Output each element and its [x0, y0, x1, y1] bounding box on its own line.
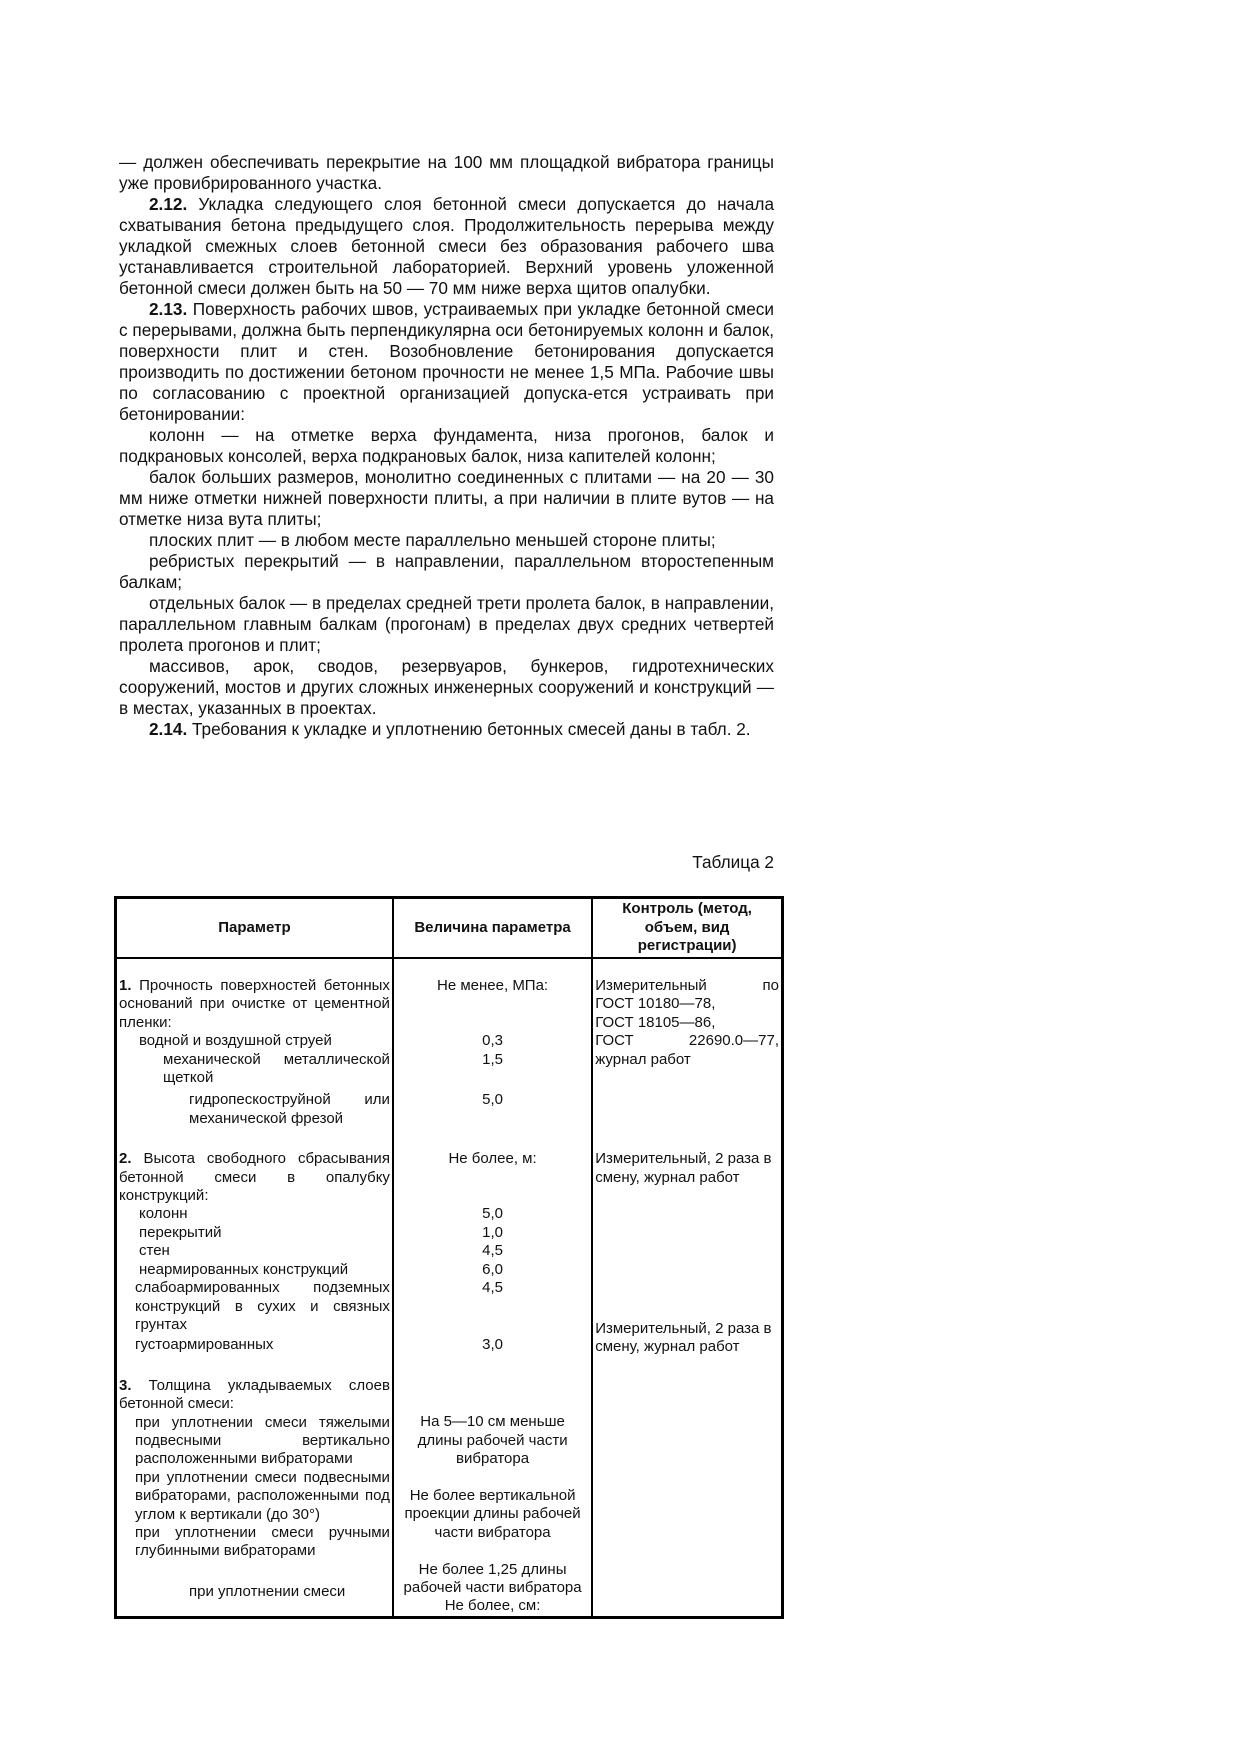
control-line: ГОСТ 10180—78,	[595, 995, 716, 1013]
sub-item: неармированных конструкций	[139, 1260, 349, 1278]
control-text: Измерительный, 2 раза в смену, журнал работ	[595, 1150, 772, 1186]
sub-item: слабоармированных подземных конструкций в сухих и связных грунтах	[135, 1279, 390, 1333]
sub-item: водной и воздушной струей	[139, 1032, 332, 1050]
value: Не более вертикальной проекции длины рабочей части вибратора	[404, 1486, 581, 1541]
row-number: 2.	[119, 1150, 132, 1168]
clause-text: Требования к укладке и уплотнению бетонных смесей даны в табл. 2.	[187, 719, 751, 739]
value: 0,3	[482, 1032, 503, 1050]
value: 5,0	[482, 1205, 503, 1223]
paragraph: балок больших размеров, монолитно соединенных с плитами — на 20 — 30 мм ниже отметки нижней поверхности плиты, а при наличии в плите вутов — на отметке низа вута плиты;	[119, 467, 774, 529]
sub-item: перекрытий	[139, 1223, 222, 1241]
table-caption: Таблица 2	[692, 852, 774, 872]
table-row	[116, 958, 783, 1617]
sub-item: при уплотнении смеси тяжелыми подвесными вертикально расположенными вибраторами	[135, 1413, 390, 1468]
paragraph: плоских плит — в любом месте параллельно меньшей стороне плиты;	[149, 530, 716, 550]
control-line: журнал работ	[595, 1050, 691, 1068]
header-value: Величина параметра	[393, 898, 592, 959]
value: Не более, см:	[444, 1597, 541, 1615]
row-number: 1.	[119, 977, 132, 994]
paragraph: массивов, арок, сводов, резервуаров, бункеров, гидротехнических сооружений, мостов и других сложных инженерных сооружений и конструкций — в местах, указанных в проектах.	[119, 656, 774, 718]
sub-item: при уплотнении смеси	[189, 1582, 346, 1600]
paragraph: — должен обеспечивать перекрытие на 100 мм площадкой вибратора границы уже провибрированного участка.	[119, 152, 774, 193]
paragraph-2-14	[119, 719, 774, 740]
control-cell	[592, 958, 782, 1617]
value: 6,0	[482, 1260, 503, 1278]
paragraph: отдельных балок — в пределах средней трети пролета балок, в направлении, параллельном главным балкам (прогонам) в пределах двух средних четвертей пролета прогонов и плит;	[119, 593, 774, 655]
clause-number: 2.12.	[149, 194, 188, 214]
body-text	[119, 152, 774, 740]
header-parameter: Параметр	[116, 898, 393, 959]
sub-item: колонн	[139, 1205, 188, 1223]
paragraph-2-12	[119, 194, 774, 299]
row-1-title	[119, 977, 390, 1032]
clause-text: Поверхность рабочих швов, устраиваемых при укладке бетонной смеси с перерывами, должна быть перпендикулярна оси бетонируемых колонн и балок, поверхности плит и стен. Возобновление бетонирования допускается производить по достижении бетоном прочности не менее 1,5 МПа. Рабочие швы по согласованию с проектной организацией допуска-ется устраивать при бетонировании:	[119, 299, 774, 424]
control-line: ГОСТ 18105—86,	[595, 1013, 716, 1031]
param-cell	[116, 958, 393, 1617]
sub-item: механической металлической щеткой	[163, 1050, 390, 1087]
sub-item: стен	[139, 1242, 170, 1260]
value-cell	[393, 958, 592, 1617]
value: 4,5	[482, 1242, 503, 1260]
table-header-row	[116, 898, 783, 959]
sub-item: при уплотнении смеси ручными глубинными вибраторами	[135, 1523, 390, 1560]
sub-item: при уплотнении смеси подвесными вибраторами, расположенными под углом к вертикали (до 30°)	[135, 1468, 390, 1523]
control-line: Измерительный по	[595, 977, 779, 994]
paragraph-2-13	[119, 299, 774, 425]
value: 5,0	[482, 1091, 503, 1109]
row-3-title	[119, 1377, 390, 1414]
sub-item: густоармированных	[135, 1336, 274, 1354]
paragraph: колонн — на отметке верха фундамента, низа прогонов, балок и подкрановых консолей, верха подкрановых балок, низа капителей колонн;	[119, 425, 774, 466]
row-number: 3.	[119, 1376, 132, 1394]
clause-number: 2.14.	[149, 719, 188, 739]
value: 1,0	[482, 1223, 503, 1241]
requirements-table	[114, 896, 784, 1619]
header-control: Контроль (метод, объем, вид регистрации)	[592, 898, 782, 959]
row-title: Прочность поверхностей бетонных оснований при очистке от цементной пленки:	[119, 977, 390, 1031]
clause-text: Укладка следующего слоя бетонной смеси допускается до начала схватывания бетона предыдущего слоя. Продолжительность перерыва между укладкой смежных слоев бетонной смеси без образования рабочего шва устанавливается строительной лабораторией. Верхний уровень уложенной бетонной смеси должен быть на 50 — 70 мм ниже верха щитов опалубки.	[119, 194, 774, 298]
value: На 5—10 см меньше длины рабочей части вибратора	[417, 1413, 568, 1468]
value: 1,5	[482, 1050, 503, 1068]
row-title: Толщина укладываемых слоев бетонной смеси:	[119, 1376, 390, 1413]
sub-item: гидропескоструйной или механической фрезой	[189, 1091, 390, 1127]
value-heading: Не менее, МПа:	[437, 977, 549, 994]
value: Не более 1,25 длины рабочей части вибратора	[403, 1560, 582, 1596]
clause-number: 2.13.	[149, 299, 188, 319]
value: 4,5	[482, 1279, 503, 1296]
control-line: ГОСТ 22690.0—77,	[595, 1032, 779, 1050]
row-2-title	[119, 1150, 390, 1205]
value: 3,0	[482, 1336, 503, 1354]
row-title: Высота свободного сбрасывания бетонной смеси в опалубку конструкций:	[119, 1150, 390, 1205]
paragraph: ребристых перекрытий — в направлении, параллельном второстепенным балкам;	[119, 551, 774, 592]
value-heading: Не более, м:	[448, 1150, 537, 1168]
control-text: Измерительный, 2 раза в смену, журнал работ	[595, 1319, 772, 1356]
